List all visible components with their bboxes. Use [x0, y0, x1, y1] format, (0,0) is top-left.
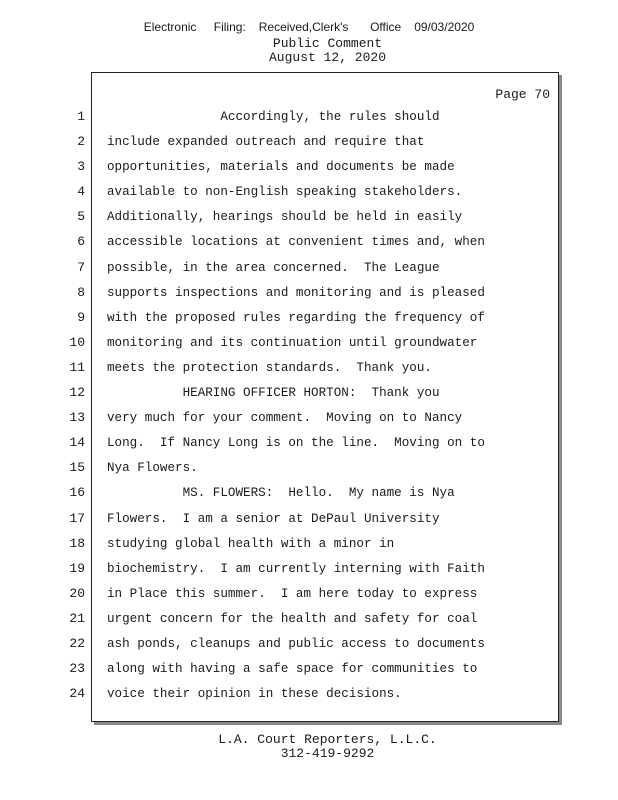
transcript-body — [107, 107, 547, 709]
footer-company: L.A. Court Reporters, L.L.C. — [218, 732, 437, 747]
header-date: August 12, 2020 — [268, 50, 387, 65]
line-number: 1 — [77, 109, 85, 124]
transcript-line: possible, in the area concerned. The League — [107, 260, 440, 275]
transcript-line: available to non-English speaking stakeholders. — [107, 185, 463, 200]
line-number: 14 — [69, 435, 85, 451]
line-number: 11 — [69, 359, 85, 375]
line-number: 13 — [69, 410, 85, 426]
transcript-line: voice their opinion in these decisions. — [107, 687, 402, 702]
transcript-line: Long. If Nancy Long is on the line. Moving on to — [107, 436, 485, 451]
transcript-line: monitoring and its continuation until groundwater — [107, 335, 478, 350]
line-number: 19 — [69, 560, 85, 576]
transcript-line: meets the protection standards. Thank you. — [107, 360, 432, 375]
line-number: 7 — [77, 259, 85, 275]
transcript-line: Nya Flowers. — [107, 461, 198, 476]
line-number: 21 — [69, 610, 85, 626]
line-number-column — [60, 107, 85, 709]
line-number: 3 — [77, 159, 85, 175]
line-number: 22 — [69, 635, 85, 651]
transcript-line: opportunities, materials and documents be made — [107, 160, 455, 175]
line-number: 6 — [77, 234, 85, 250]
line-number: 2 — [77, 134, 85, 150]
line-number: 20 — [69, 585, 85, 601]
transcript-line: supports inspections and monitoring and is pleased — [107, 285, 485, 300]
transcript-line: MS. FLOWERS: Hello. My name is Nya — [107, 486, 455, 501]
line-number: 4 — [77, 184, 85, 200]
line-number: 17 — [69, 510, 85, 526]
transcript-line: include expanded outreach and require that — [107, 135, 425, 150]
transcript-line: urgent concern for the health and safety for coal — [107, 611, 478, 626]
line-number: 9 — [77, 309, 85, 325]
line-number: 5 — [77, 209, 85, 225]
transcript-line: Additionally, hearings should be held in easily — [107, 210, 463, 225]
line-number: 23 — [69, 661, 85, 677]
line-number: 16 — [69, 485, 85, 501]
transcript-line: with the proposed rules regarding the frequency of — [107, 310, 485, 325]
transcript-line: ash ponds, cleanups and public access to documents — [107, 636, 485, 651]
line-number: 15 — [69, 460, 85, 476]
transcript-line: along with having a safe space for communities to — [107, 662, 478, 677]
line-number: 24 — [69, 686, 85, 702]
header-title: Public Comment — [272, 36, 383, 51]
footer-phone: 312-419-9292 — [280, 746, 375, 761]
transcript-line: studying global health with a minor in — [107, 536, 395, 551]
transcript-line: biochemistry. I am currently interning with Faith — [107, 561, 485, 576]
line-number: 12 — [69, 385, 85, 401]
page-number: Page 70 — [495, 87, 550, 102]
transcript-line: Accordingly, the rules should — [107, 110, 440, 124]
transcript-line: accessible locations at convenient times and, when — [107, 235, 485, 250]
filing-stamp: Electronic Filing: Received,Clerk's Office 09/03/2020 — [143, 20, 475, 34]
transcript-line: very much for your comment. Moving on to Nancy — [107, 411, 463, 426]
line-number: 18 — [69, 535, 85, 551]
transcript-line: Flowers. I am a senior at DePaul University — [107, 511, 440, 526]
line-number: 10 — [69, 334, 85, 350]
transcript-line: in Place this summer. I am here today to express — [107, 586, 478, 601]
transcript-line: HEARING OFFICER HORTON: Thank you — [107, 386, 440, 401]
line-number: 8 — [77, 284, 85, 300]
